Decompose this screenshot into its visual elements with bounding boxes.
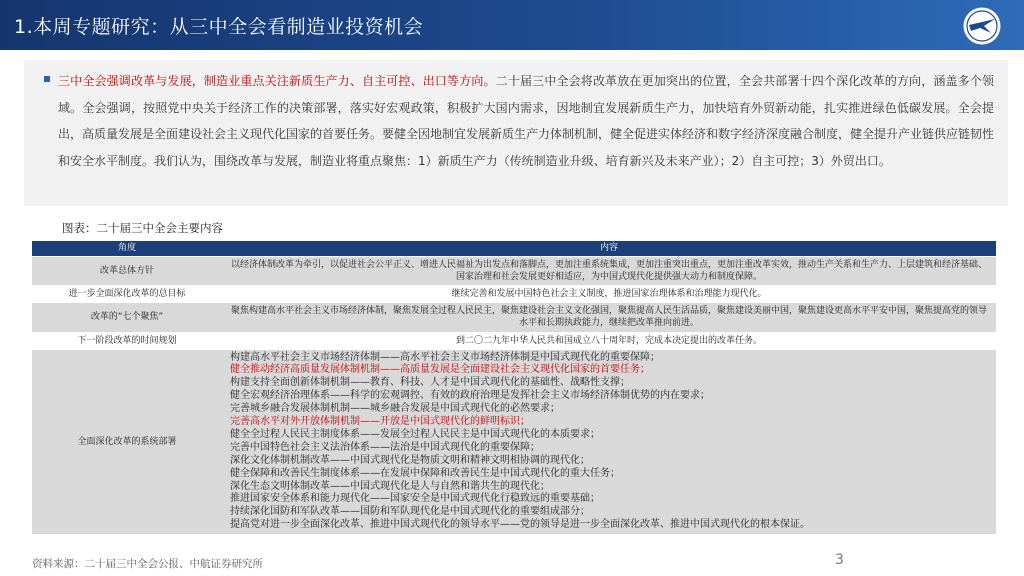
table-row (32, 256, 996, 285)
table-row (32, 332, 996, 349)
deployment-line: 构建支持全面创新体制机制——教育、科技、人才是中国式现代化的基础性、战略性支撑； (230, 377, 630, 389)
row-content (222, 349, 996, 534)
row-content: 以经济体制改革为牵引，以促进社会公平正义、增进人民福祉为出发点和落脚点，更加注重系统集成，更加注重突出重点，更加注重改革实效，推动生产关系和生产力、上层建筑和经济基础、国家治理和社会发展更好相适应，为中国式现代化提供强大动力和制度保障。 (222, 256, 996, 285)
deployment-line: 健全全过程人民民主制度体系——发展全过程人民民主是中国式现代化的本质要求； (230, 428, 600, 440)
deployment-line: 健全保障和改善民生制度体系——在发展中保障和改善民生是中国式现代化的重大任务； (230, 467, 620, 479)
row-label: 进一步全面深化改革的总目标 (32, 285, 222, 302)
deployment-line: 深化生态文明体制改革——中国式现代化是人与自然和谐共生的现代化； (230, 480, 550, 492)
slide-title: 1.本周专题研究：从三中全会看制造业投资机会 (14, 16, 424, 38)
avic-logo-icon (962, 6, 1002, 46)
slide-header (0, 0, 1024, 50)
square-bullet-icon (44, 76, 50, 82)
table-row (32, 349, 996, 534)
deployment-line: 健全推动经济高质量发展体制机制——高质量发展是全面建设社会主义现代化国家的首要任务； (230, 364, 650, 376)
row-label: 下一阶段改革的时间规划 (32, 332, 222, 349)
row-label: 改革总体方针 (32, 256, 222, 285)
row-content: 聚焦构建高水平社会主义市场经济体制，聚焦发展全过程人民民主，聚焦建设社会主义文化强国，聚焦提高人民生活品质，聚焦建设美丽中国，聚焦建设更高水平平安中国，聚焦提高党的领导水平和长期执政能力，继续把改革推向前进。 (222, 302, 996, 332)
row-label: 改革的“七个聚焦” (32, 302, 222, 332)
deployment-line: 推进国家安全体系和能力现代化——国家安全是中国式现代化行稳致远的重要基础； (230, 493, 600, 505)
deployment-line: 提高党对进一步全面深化改革、推进中国式现代化的领导水平——党的领导是进一步全面深化改革、推进中国式现代化的根本保证。 (230, 519, 810, 531)
deployment-line: 构建高水平社会主义市场经济体制——高水平社会主义市场经济体制是中国式现代化的重要保障； (230, 351, 660, 363)
row-content: 到二〇二九年中华人民共和国成立八十周年时，完成本决定提出的改革任务。 (222, 332, 996, 349)
summary-body: 二十届三中全会将改革放在更加突出的位置，全会共部署十四个深化改革的方向，涵盖多个领域。全会强调，按照党中央关于经济工作的决策部署，落实好宏观政策，积极扩大国内需求，因地制宜发展新质生产力，加快培育外贸新动能，扎实推进绿色低碳发展。全会提出，高质量发展是全面建设社会主义现代化国家的首要任务。要健全因地制宜发展新质生产力体制机制，健全促进实体经济和数字经济深度融合制度，健全提升产业链供应链韧性和安全水平制度。我们认为，围绕改革与发展，制造业将重点聚焦：1）新质生产力（传统制造业升级、培育新兴及未来产业）；2）自主可控；3）外贸出口。 (58, 74, 995, 168)
deployment-line: 完善城乡融合发展体制机制——城乡融合发展是中国式现代化的必然要求； (230, 403, 560, 415)
deployment-line: 深化文化体制机制改革——中国式现代化是物质文明和精神文明相协调的现代化； (230, 454, 590, 466)
table-caption: 图表：二十届三中全会主要内容 (62, 221, 223, 235)
page-number: 3 (835, 552, 844, 568)
deployment-line: 完善中国特色社会主义法治体系——法治是中国式现代化的重要保障； (230, 441, 540, 453)
table-header-row (32, 241, 996, 256)
summary-highlight: 三中全会强调改革与发展，制造业重点关注新质生产力、自主可控、出口等方向。 (58, 74, 496, 88)
column-header-content: 内容 (222, 241, 996, 256)
table-row (32, 285, 996, 302)
deployment-line: 健全宏观经济治理体系——科学的宏观调控、有效的政府治理是发挥社会主义市场经济体制优势的内在要求； (230, 390, 710, 402)
table-row (32, 302, 996, 332)
deployment-line: 完善高水平对外开放体制机制——开放是中国式现代化的鲜明标识； (230, 416, 530, 428)
source-note: 资料来源：二十届三中全会公报、中航证券研究所 (32, 558, 263, 570)
summary-box (24, 60, 1008, 206)
row-label: 全面深化改革的系统部署 (32, 349, 222, 534)
summary-paragraph (58, 68, 994, 174)
reform-content-table (32, 241, 996, 534)
deployment-line: 持续深化国防和军队改革——国防和军队现代化是中国式现代化的重要组成部分； (230, 506, 590, 518)
row-content: 继续完善和发展中国特色社会主义制度，推进国家治理体系和治理能力现代化。 (222, 285, 996, 302)
column-header-angle: 角度 (32, 241, 222, 256)
